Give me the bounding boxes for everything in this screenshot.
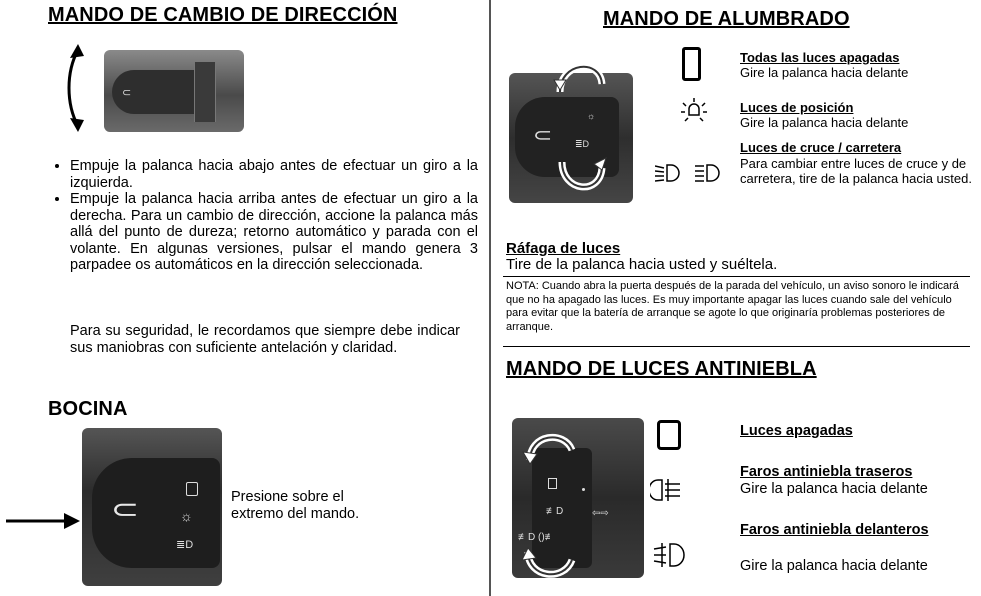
rotate-arrows-icon — [520, 426, 580, 586]
lights-off-icon — [682, 47, 701, 81]
instruction-item: • Empuje la palanca hacia abajo antes de efectuar un giro a la izquierda. — [70, 158, 478, 191]
fog-small-icons: ≢D ()≢ — [518, 532, 555, 543]
position-lights-small-icon: ☼ — [180, 508, 193, 524]
instruction-item: • Empuje la palanca hacia arriba antes de efectuar un giro a la derecha. Para un cambio de dirección, accione la palanca más allá del punto de dureza; retorno automático y parada con el volante. En algunas versiones, pulsar el mando genera 3 parpadee os automáticos en la dirección seleccionada. — [70, 191, 478, 274]
horn-symbol-icon: ⊂ — [532, 125, 553, 145]
dipped-main-beam-icon — [655, 162, 725, 182]
position-lights-small-icon: ☼ — [587, 111, 596, 121]
rear-fog-icon — [650, 477, 684, 503]
rotate-arrows-icon — [552, 52, 608, 202]
position-lights-icon — [680, 97, 708, 125]
lights-item-title: Luces de cruce / carretera — [740, 140, 902, 155]
fog-lights-title: MANDO DE LUCES ANTINIEBLA — [506, 358, 817, 380]
note-divider-bottom — [503, 346, 970, 347]
turn-signal-title: MANDO DE CAMBIO DE DIRECCIÓN — [48, 4, 398, 26]
lights-item-title: Luces de posición — [740, 100, 854, 115]
up-down-arrow-icon — [58, 42, 92, 134]
horn-title: BOCINA — [48, 398, 128, 420]
horn-instruction: Presione sobre el extremo del mando. — [231, 489, 360, 522]
beam-small-icon: ≣D — [176, 539, 194, 551]
column-divider — [489, 0, 491, 596]
front-fog-icon — [652, 541, 688, 569]
headlight-flash-title: Ráfaga de luces — [506, 240, 621, 257]
turn-lever-photo — [104, 50, 244, 132]
lights-item-desc: Gire la palanca hacia delante — [740, 65, 909, 80]
press-arrow-icon — [6, 512, 80, 530]
note-divider-top — [503, 276, 970, 277]
fog-item-title: Faros antiniebla delanteros — [740, 522, 929, 538]
lights-title: MANDO DE ALUMBRADO — [603, 8, 850, 30]
turn-arrows-small-icon: ⇦⇨ — [592, 508, 609, 519]
beam-small-icon: ≣D — [575, 139, 590, 149]
fog-item-title: Luces apagadas — [740, 423, 853, 439]
fog-off-icon — [657, 420, 681, 450]
front-fog-small-icon: ≢D — [546, 506, 564, 517]
lights-off-small-icon — [186, 482, 198, 496]
lights-item-desc: Para cambiar entre luces de cruce y de carretera, tire de la palanca hacia usted. — [740, 156, 972, 186]
safety-note: Para su seguridad, le recordamos que siempre debe indicar sus maniobras con suficiente antelación y claridad. — [70, 323, 460, 356]
turn-instructions-list — [52, 158, 478, 274]
headlight-flash-desc: Tire de la palanca hacia usted y suéltela. — [506, 256, 778, 273]
fog-item-desc: Gire la palanca hacia delante — [740, 481, 928, 497]
horn-symbol-icon: ⊂ — [110, 494, 140, 524]
fog-item-desc: Gire la palanca hacia delante — [740, 558, 928, 574]
lights-item-desc: Gire la palanca hacia delante — [740, 115, 909, 130]
horn-glyph-icon: ⊂ — [122, 87, 132, 99]
lights-note: NOTA: Cuando abra la puerta después de la parada del vehículo, un aviso sonoro le indicará que no ha apagado las luces. Es muy importante apagar las luces cuando sale del vehículo para evitar que la batería de arranque se agote lo que originaría problemas posteriores de arranque. — [506, 280, 959, 333]
fog-item-title: Faros antiniebla traseros — [740, 464, 913, 480]
lights-item-title: Todas las luces apagadas — [740, 50, 900, 65]
horn-lever-photo — [82, 428, 222, 586]
